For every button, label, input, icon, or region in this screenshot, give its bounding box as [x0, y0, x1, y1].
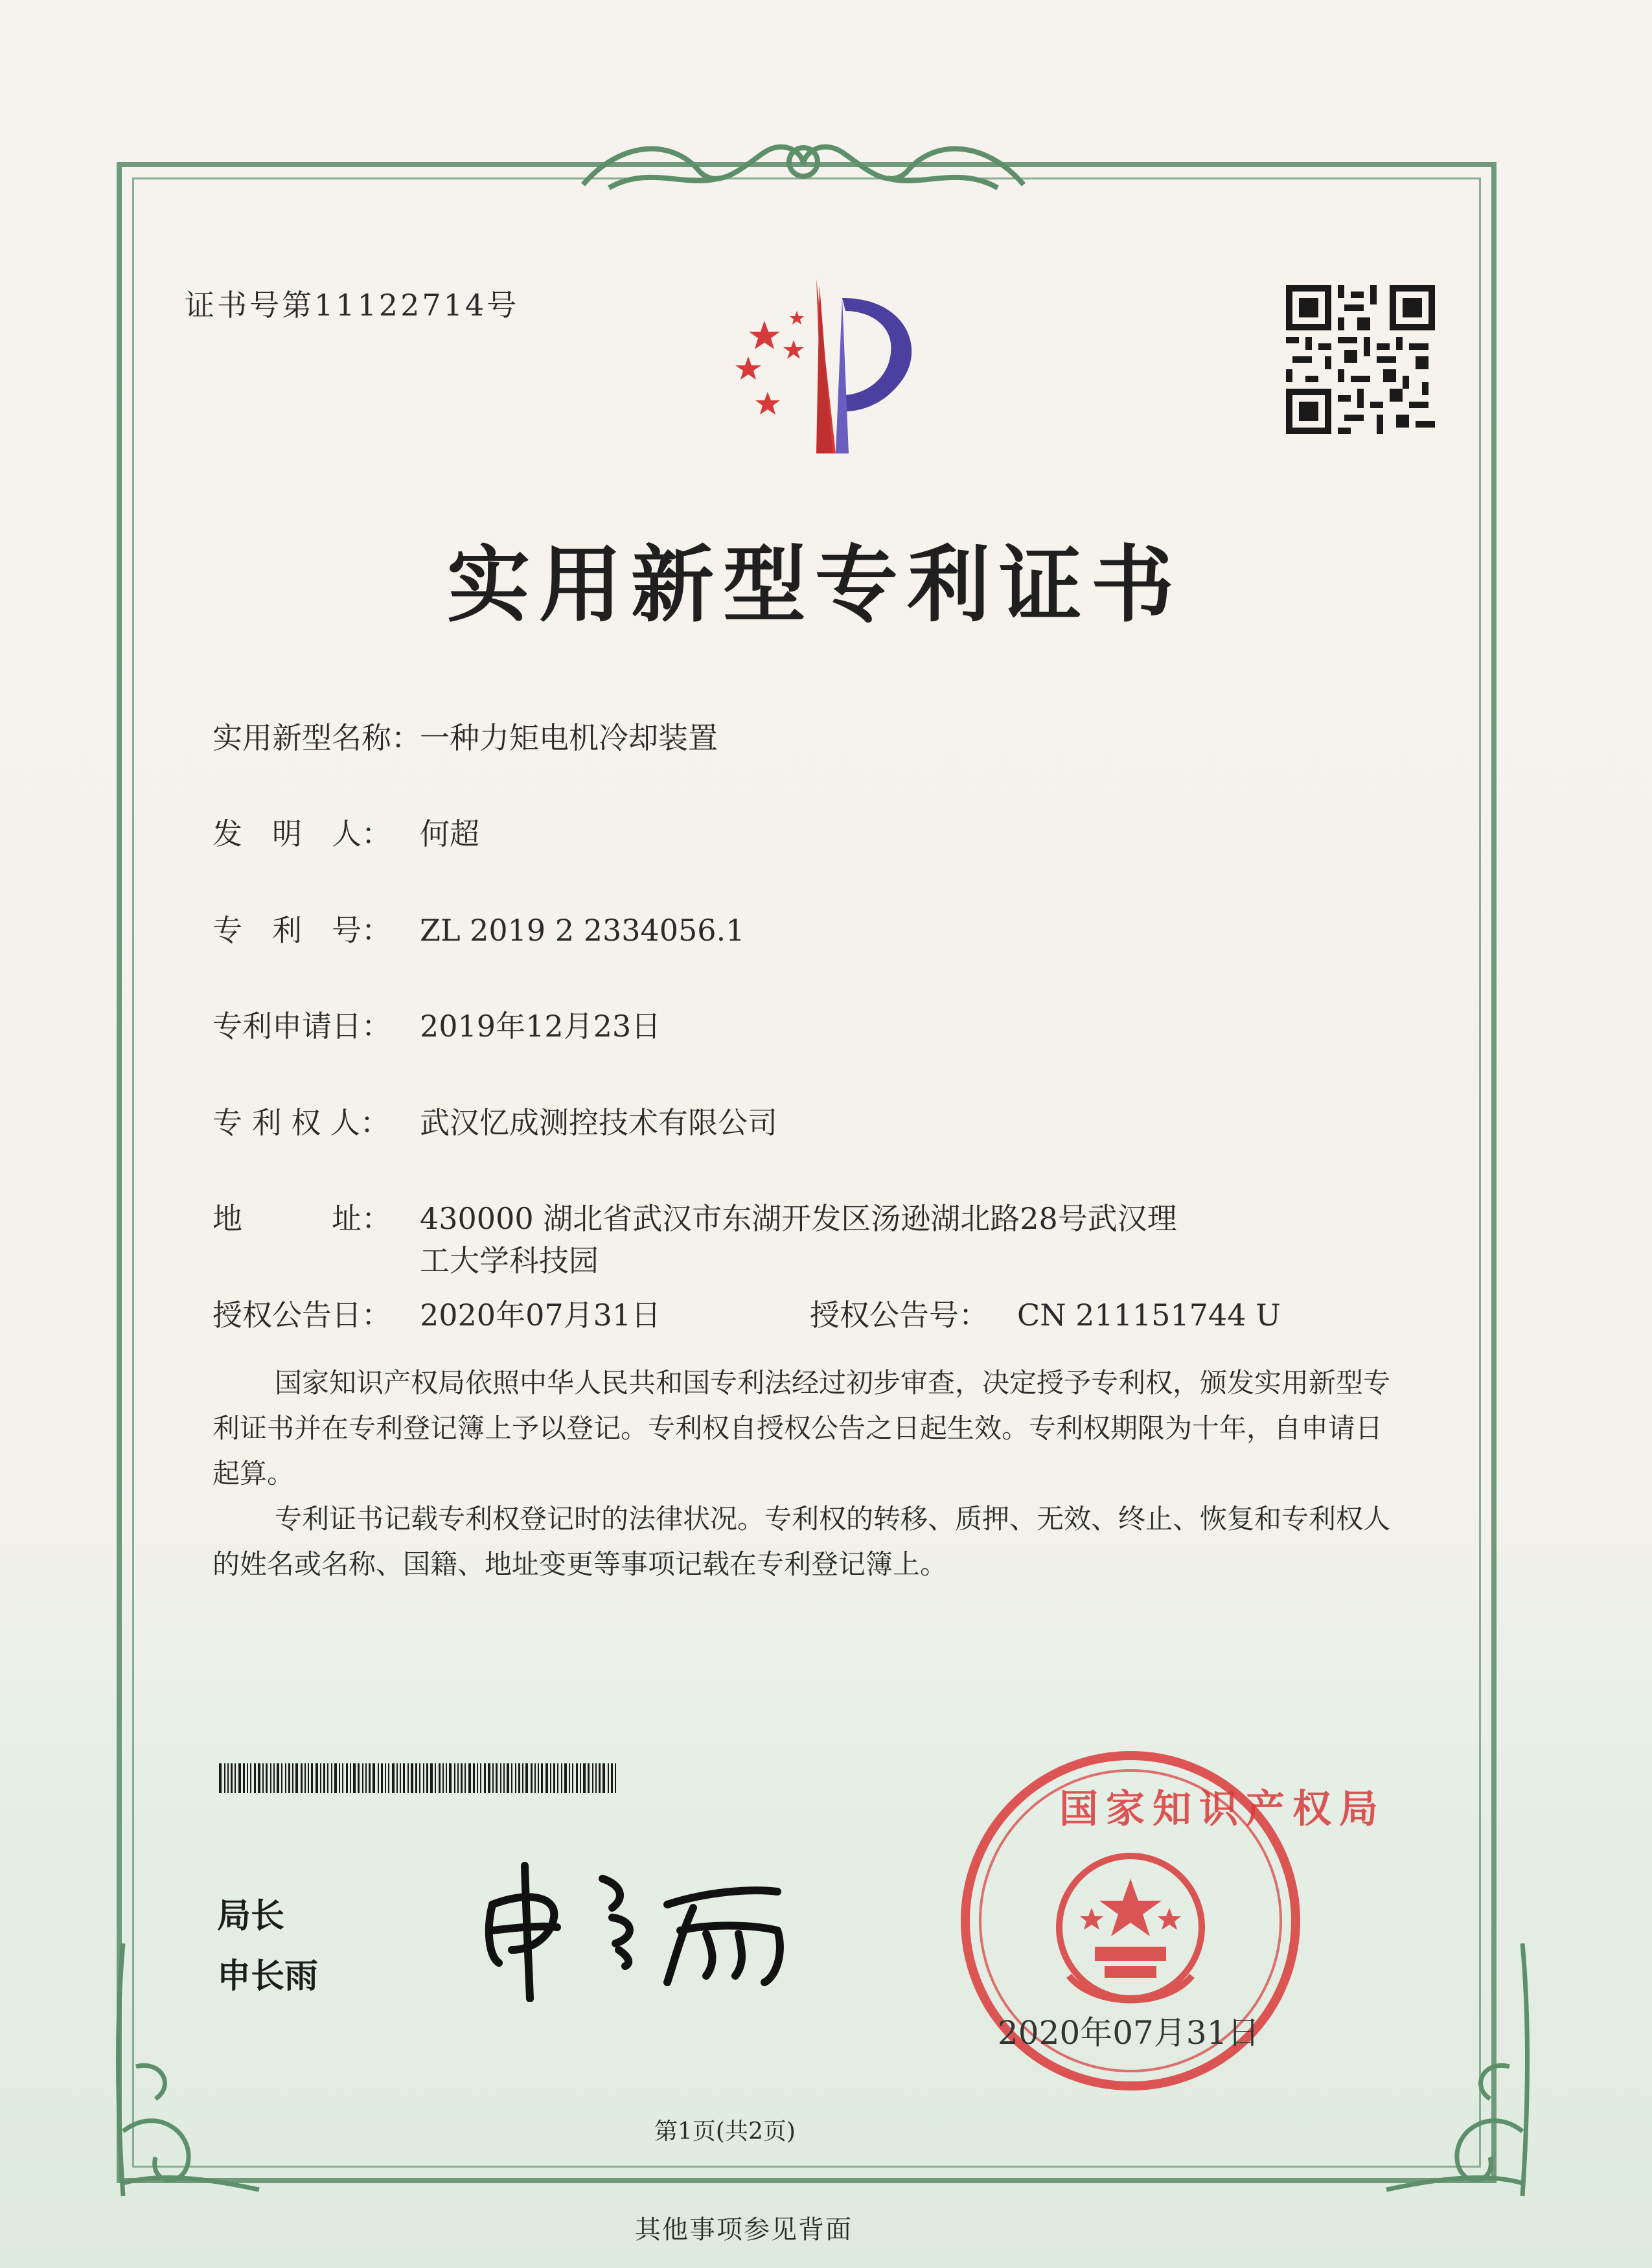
barcode-bar — [615, 1763, 616, 1793]
legal-paragraph-2: 专利证书记载专利权登记时的法律状况。专利权的转移、质押、无效、终止、恢复和专利权人的姓名或名称、国籍、地址变更等事项记载在专利登记簿上。 — [212, 1503, 1391, 1580]
barcode-bar — [465, 1763, 466, 1793]
field-patent-number-label: 专 利 号： — [212, 913, 391, 948]
corner-ornament-right — [1380, 1937, 1548, 2209]
barcode-bar — [292, 1763, 293, 1793]
barcode-bar — [553, 1763, 555, 1793]
barcode-bar — [488, 1763, 490, 1793]
barcode-bar — [449, 1763, 452, 1793]
barcode-bar — [350, 1763, 351, 1793]
field-patentee-label: 专 利 权 人： — [212, 1105, 390, 1140]
barcode-bar — [270, 1763, 271, 1793]
barcode-bar — [301, 1763, 303, 1793]
field-patent-number — [212, 907, 744, 950]
barcode-bar — [492, 1763, 494, 1793]
barcode-bar — [224, 1763, 225, 1793]
seal-date: 2020年07月31日 — [998, 2014, 1260, 2052]
barcode-bar — [411, 1763, 413, 1793]
barcode-bar — [254, 1763, 256, 1793]
barcode — [219, 1763, 621, 1793]
barcode-bar — [522, 1763, 523, 1793]
barcode-bar — [534, 1763, 536, 1793]
barcode-bar — [288, 1763, 290, 1793]
barcode-bar — [243, 1763, 245, 1793]
barcode-bar — [531, 1763, 533, 1793]
barcode-bar — [346, 1763, 348, 1793]
barcode-bar — [231, 1763, 233, 1793]
barcode-bar — [365, 1763, 367, 1793]
barcode-bar — [426, 1763, 428, 1793]
barcode-bar — [266, 1763, 268, 1793]
barcode-bar — [496, 1763, 498, 1793]
barcode-bar — [247, 1763, 248, 1793]
field-announcement-date-value: 2020年07月31日 — [420, 1298, 661, 1333]
barcode-bar — [400, 1763, 401, 1793]
patent-office-logo-icon — [687, 272, 933, 466]
barcode-bar — [219, 1763, 222, 1793]
barcode-bar — [358, 1763, 360, 1793]
barcode-bar — [273, 1763, 275, 1793]
barcode-bar — [557, 1763, 558, 1793]
barcode-bar — [285, 1763, 286, 1793]
barcode-bar — [238, 1763, 241, 1793]
field-announcement-number-label: 授权公告号： — [810, 1298, 989, 1333]
barcode-bar — [602, 1763, 605, 1793]
barcode-bar — [511, 1763, 512, 1793]
barcode-bar — [323, 1763, 325, 1793]
barcode-bar — [392, 1763, 395, 1793]
barcode-bar — [507, 1763, 509, 1793]
barcode-bar — [611, 1763, 613, 1793]
certificate-title: 实用新型专利证书 — [447, 536, 1184, 634]
barcode-bar — [308, 1763, 309, 1793]
handwritten-signature — [473, 1853, 823, 2002]
legal-text — [212, 1360, 1405, 1587]
field-inventor-value: 何超 — [420, 816, 479, 851]
barcode-bar — [461, 1763, 463, 1793]
barcode-bar — [538, 1763, 539, 1793]
field-announcement-date-label: 授权公告日： — [212, 1298, 391, 1333]
field-patentee-value: 武汉忆成测控技术有限公司 — [420, 1105, 777, 1140]
barcode-bar — [545, 1763, 548, 1793]
field-name — [212, 715, 718, 757]
barcode-bar — [484, 1763, 486, 1793]
barcode-bar — [518, 1763, 520, 1793]
field-patent-number-value: ZL 2019 2 2334056.1 — [420, 913, 745, 948]
barcode-bar — [403, 1763, 405, 1793]
barcode-bar — [362, 1763, 363, 1793]
signature-role: 局长 — [217, 1897, 285, 1936]
barcode-bar — [339, 1763, 340, 1793]
barcode-bar — [327, 1763, 328, 1793]
barcode-bar — [311, 1763, 313, 1793]
signature-name: 申长雨 — [217, 1957, 319, 1996]
barcode-bar — [353, 1763, 356, 1793]
barcode-bar — [564, 1763, 567, 1793]
barcode-bar — [369, 1763, 371, 1793]
legal-paragraph-1: 国家知识产权局依照中华人民共和国专利法经过初步审查，决定授予专利权，颁发实用新型专利证书并在专利登记簿上予以登记。专利权自授权公告之日起生效。专利权期限为十年，自申请日起算。 — [212, 1367, 1391, 1489]
field-filing-date — [212, 1003, 661, 1046]
barcode-bar — [473, 1763, 475, 1793]
barcode-bar — [608, 1763, 609, 1793]
top-ornament — [570, 126, 1037, 204]
barcode-bar — [419, 1763, 420, 1793]
barcode-bar — [525, 1763, 528, 1793]
field-inventor-label: 发 明 人： — [212, 816, 391, 851]
barcode-bar — [334, 1763, 337, 1793]
barcode-bar — [250, 1763, 251, 1793]
field-address — [212, 1195, 1177, 1238]
barcode-bar — [550, 1763, 551, 1793]
barcode-bar — [454, 1763, 455, 1793]
barcode-bar — [480, 1763, 481, 1793]
page-number: 第1页(共2页) — [654, 2118, 796, 2145]
field-address-value-line1: 430000 湖北省武汉市东湖开发区汤逊湖北路28号武汉理 — [420, 1201, 1177, 1236]
barcode-bar — [457, 1763, 459, 1793]
barcode-bar — [315, 1763, 318, 1793]
barcode-bar — [378, 1763, 379, 1793]
barcode-bar — [435, 1763, 436, 1793]
barcode-bar — [373, 1763, 375, 1793]
barcode-bar — [396, 1763, 398, 1793]
barcode-bar — [592, 1763, 593, 1793]
barcode-bar — [503, 1763, 505, 1793]
field-name-label: 实用新型名称： — [212, 720, 421, 755]
field-announcement-number-value: CN 211151744 U — [1017, 1298, 1281, 1333]
barcode-bar — [385, 1763, 386, 1793]
field-filing-date-label: 专利申请日： — [212, 1009, 391, 1044]
back-note: 其他事项参见背面 — [635, 2215, 853, 2245]
field-filing-date-value: 2019年12月23日 — [420, 1009, 661, 1044]
field-inventor — [212, 810, 479, 853]
barcode-bar — [569, 1763, 570, 1793]
barcode-bar — [281, 1763, 282, 1793]
barcode-bar — [442, 1763, 444, 1793]
barcode-bar — [304, 1763, 306, 1793]
barcode-bar — [595, 1763, 597, 1793]
barcode-bar — [580, 1763, 581, 1793]
field-name-value: 一种力矩电机冷却装置 — [420, 720, 718, 755]
barcode-bar — [430, 1763, 433, 1793]
barcode-bar — [515, 1763, 516, 1793]
seal-text: 国家知识产权局 — [1059, 1787, 1386, 1832]
field-patentee — [212, 1099, 777, 1142]
field-address-label: 地 址： — [212, 1201, 391, 1236]
certificate-number: 证书号第11122714号 — [185, 288, 520, 323]
barcode-bar — [235, 1763, 236, 1793]
barcode-bar — [381, 1763, 383, 1793]
barcode-bar — [583, 1763, 586, 1793]
barcode-bar — [342, 1763, 343, 1793]
barcode-bar — [477, 1763, 478, 1793]
field-announcement-number — [810, 1292, 1281, 1334]
barcode-bar — [415, 1763, 417, 1793]
barcode-bar — [388, 1763, 389, 1793]
barcode-bar — [446, 1763, 447, 1793]
barcode-bar — [320, 1763, 321, 1793]
barcode-bar — [561, 1763, 562, 1793]
barcode-bar — [407, 1763, 409, 1793]
barcode-bar — [468, 1763, 471, 1793]
barcode-bar — [262, 1763, 264, 1793]
barcode-bar — [295, 1763, 298, 1793]
barcode-bar — [572, 1763, 573, 1793]
barcode-bar — [500, 1763, 501, 1793]
barcode-bar — [576, 1763, 578, 1793]
barcode-bar — [588, 1763, 590, 1793]
barcode-bar — [331, 1763, 332, 1793]
barcode-bar — [277, 1763, 279, 1793]
field-announcement-date — [212, 1292, 661, 1334]
barcode-bar — [423, 1763, 424, 1793]
barcode-bar — [599, 1763, 601, 1793]
barcode-bar — [439, 1763, 441, 1793]
barcode-bar — [258, 1763, 260, 1793]
barcode-bar — [541, 1763, 543, 1793]
barcode-bar — [227, 1763, 229, 1793]
field-address-value-line2: 工大学科技园 — [420, 1243, 599, 1278]
qr-code — [1286, 285, 1435, 434]
